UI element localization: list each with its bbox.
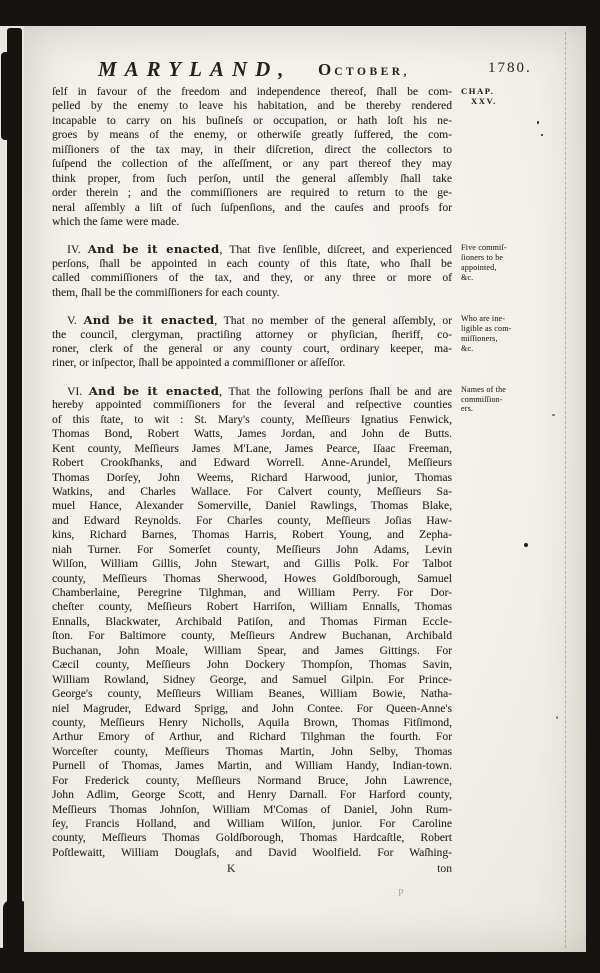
- text-line: William Rowland, Sidney George, and Samuel Gilpin. For Prince-: [52, 672, 452, 686]
- text-line: miſſioners of the tax may, in their diſcretion, direct the collectors to: [52, 142, 452, 156]
- text-line: Arthur Emory of Arthur, and Richard Tilghman the fourth. For: [52, 730, 452, 744]
- text-line: Meſſieurs Thomas Johnſon, William M'Comas of Daniel, John Rum-: [52, 802, 452, 816]
- text-line: kins, Richard Barnes, Thomas Harris, Robert Young, and Zepha-: [52, 528, 452, 542]
- text-line: V. And be it enacted, That no member of the general aſſembly, or: [67, 313, 452, 328]
- margin-note-line: CHAP.: [461, 86, 495, 96]
- text-line: VI. And be it enacted, That the following perſons ſhall be and are: [67, 383, 452, 398]
- section-v: [52, 313, 512, 371]
- text-line: Thomas Bond, Robert Watts, James Jordan, and John de Butts.: [52, 427, 452, 441]
- text-line: order therein ; and the commiſſioners are required to return to the ge-: [52, 186, 452, 200]
- text-line: ſuſpend the collection of the aſſeſſment, or any part thereof they may: [52, 157, 452, 171]
- text-line: muel Hance, Alexander Somerville, Daniel Rawlings, Thomas Blake,: [52, 499, 452, 513]
- text-line: ſton. For Baltimore county, Meſſieurs Andrew Buchanan, Archibald: [52, 629, 452, 643]
- text-line: Purnell of Thomas, James Martin, and William Handy, Indian-town.: [52, 759, 452, 773]
- text-line: Wilſon, William Gillis, John Stewart, and Gillis Polk. For Talbot: [52, 557, 452, 571]
- scan-border-bottom: [0, 951, 600, 973]
- text-line: Ennalls, Blackwater, Archibald Patiſon, and Thomas Firman Eccle-: [52, 614, 452, 628]
- text-line: ſey, Francis Holland, and William Wilſon, junior. For Caroline: [52, 817, 452, 830]
- margin-note-line: ligible as com-: [461, 323, 512, 333]
- section-iv: [52, 242, 507, 300]
- text-line: neral aſſembly a liſt of ſuch ſuſpenſions, and the cauſes and proofs for: [52, 200, 452, 214]
- text-line: pelled by the enemy to leave his habitation, and be thereby rendered: [52, 99, 452, 113]
- text-line: and Edward Reynolds. For Charles county, Meſſieurs Joſias Haw-: [52, 513, 452, 527]
- running-head-month-rest: CTOBER,: [334, 66, 410, 78]
- document-page: [24, 26, 586, 952]
- text-line: Worceſter county, Meſſieurs Thomas Martin, John Selby, Thomas: [52, 744, 452, 758]
- text-line: Kent county, Meſſieurs James M'Lane, James Pearce, Iſaac Freeman,: [52, 441, 452, 455]
- scan-blot-top-left: [1, 52, 10, 140]
- text-line: think proper, from ſuch perſon, until the general aſſembly ſhall take: [52, 171, 452, 185]
- ink-speck: [524, 543, 528, 547]
- scan-border-left: [7, 28, 22, 952]
- text-line: Thomas Dorſey, John Weems, Richard Harwood, junior, Thomas: [52, 470, 452, 484]
- ink-speck: [541, 134, 543, 136]
- margin-note-line: XXV.: [471, 96, 497, 106]
- text-line: perſons, ſhall be appointed in each county of this ſtate, who ſhall be: [52, 256, 452, 270]
- margin-note-line: commiſſion-: [461, 394, 503, 404]
- signature-mark: K: [227, 862, 236, 876]
- enacting-phrase: And be it enacted: [83, 313, 215, 328]
- text-line: riner, or inſpector, ſhall be appointed a commiſſioner or aſſeſſor.: [52, 356, 346, 370]
- running-head-year: 1780.: [488, 60, 532, 76]
- catchword: ton: [437, 862, 452, 876]
- text-line: Watkins, and Charles Wallace. For Calvert county, Meſſieurs Sa-: [52, 484, 452, 498]
- text-line: hereby appointed commiſſioners for the ſeveral and reſpective counties: [52, 398, 452, 412]
- margin-note-line: Names of the: [461, 384, 507, 394]
- continuation-paragraph: [52, 85, 497, 229]
- ink-speck: [556, 716, 558, 719]
- running-head-month-initial: O: [318, 60, 335, 79]
- running-head-month: [318, 60, 410, 80]
- text-line: IV. And be it enacted, That five ſenſible, diſcreet, and experienced: [67, 242, 452, 257]
- text-line: county, Meſſieurs Thomas Goldſborough, Thomas Hardcaſtle, Robert: [52, 831, 452, 845]
- text-line: For Frederick county, Meſſieurs Normand Bruce, John Lawrence,: [52, 773, 452, 787]
- margin-note-line: appointed,: [461, 262, 497, 272]
- text-line: Chamberlaine, Peregrine Tilghman, and William Perry. For Dor-: [52, 586, 452, 599]
- text-line: John Adlim, George Scott, and Henry Darnall. For Harford county,: [52, 788, 452, 802]
- text-line: Cæcil county, Meſſieurs John Dockery Thompſon, Thomas Savin,: [52, 658, 452, 672]
- margin-note-line: Five commiſ-: [461, 243, 507, 253]
- text-line: incapable to carry on his buſineſs or occupation, or hath loſt his ne-: [52, 113, 452, 127]
- text-line: of this ſtate, to wit : St. Mary's county, Meſſieurs Ignatius Fenwick,: [52, 412, 452, 426]
- paragraphs-container: [52, 85, 512, 860]
- text-line: niel Magruder, Edward Sprigg, and John Contee. For Queen-Anne's: [52, 701, 452, 715]
- text-line: them, ſhall be the commiſſioners for each county.: [52, 285, 280, 299]
- page-footer: [52, 862, 452, 878]
- scan-border-right: [585, 0, 600, 973]
- text-line: ſelf in favour of the freedom and independence thereof, ſhall be com-: [52, 85, 452, 98]
- enacting-phrase: And be it enacted: [87, 242, 220, 257]
- section-v-margin-note: [461, 314, 539, 353]
- text-line: county, Meſſieurs Thomas Sherwood, Howes Goldſborough, Samuel: [52, 571, 452, 585]
- margin-note-line: &c.: [461, 272, 474, 282]
- margin-note-line: ſioners to be: [461, 253, 504, 263]
- text-column: [52, 85, 512, 878]
- text-line: groes by means of the enemy, or otherwiſe greatly ſuffered, the com-: [52, 128, 452, 142]
- margin-note-line: Who are ine-: [461, 314, 506, 324]
- margin-note-line: ers.: [461, 404, 474, 414]
- text-line: which the ſame were made.: [52, 214, 180, 228]
- text-line: called commiſſioners of the tax, and they, or any three or more of: [52, 271, 452, 285]
- text-line: Robert Crookſhanks, and Edward Worrell. Anne-Arundel, Meſſieurs: [52, 456, 452, 470]
- text-line: roner, clerk of the general or any county court, ordinary keeper, ma-: [52, 342, 452, 355]
- ink-speck: [552, 414, 555, 416]
- text-line: the council, clergyman, practiſing attorney or phyſician, ſheriff, co-: [52, 327, 452, 341]
- running-head-place: MARYLAND,: [98, 57, 292, 81]
- margin-note-line: miſſioners,: [461, 333, 498, 343]
- text-line: cheſter county, Meſſieurs Robert Harriſon, William Ennalls, Thomas: [52, 600, 452, 614]
- faint-press-mark: P: [398, 888, 404, 899]
- ink-speck: [537, 121, 539, 124]
- text-line: county, Meſſieurs Henry Nicholls, Aquila Brown, Thomas Fitſimond,: [52, 715, 452, 729]
- text-line: Poſtlewaitt, William Douglaſs, and David Woolfield. For Waſhing-: [52, 845, 452, 859]
- margin-note-line: &c.: [461, 343, 474, 353]
- section-vi-margin-note: [461, 385, 539, 414]
- text-line: George's county, Meſſieurs William Beanes, William Bowie, Natha-: [52, 687, 452, 701]
- text-line: niah Turner. For Somerſet county, Meſſieurs John Adams, Levin: [52, 542, 452, 556]
- text-line: Buchanan, John Moale, William Spear, and James Gittings. For: [52, 643, 452, 657]
- scan-fold-line: [565, 32, 566, 948]
- section-vi: [52, 383, 507, 860]
- enacting-phrase: And be it enacted: [88, 383, 220, 398]
- section-iv-margin-note: [461, 243, 539, 282]
- continuation-paragraph-margin-note: [461, 86, 539, 106]
